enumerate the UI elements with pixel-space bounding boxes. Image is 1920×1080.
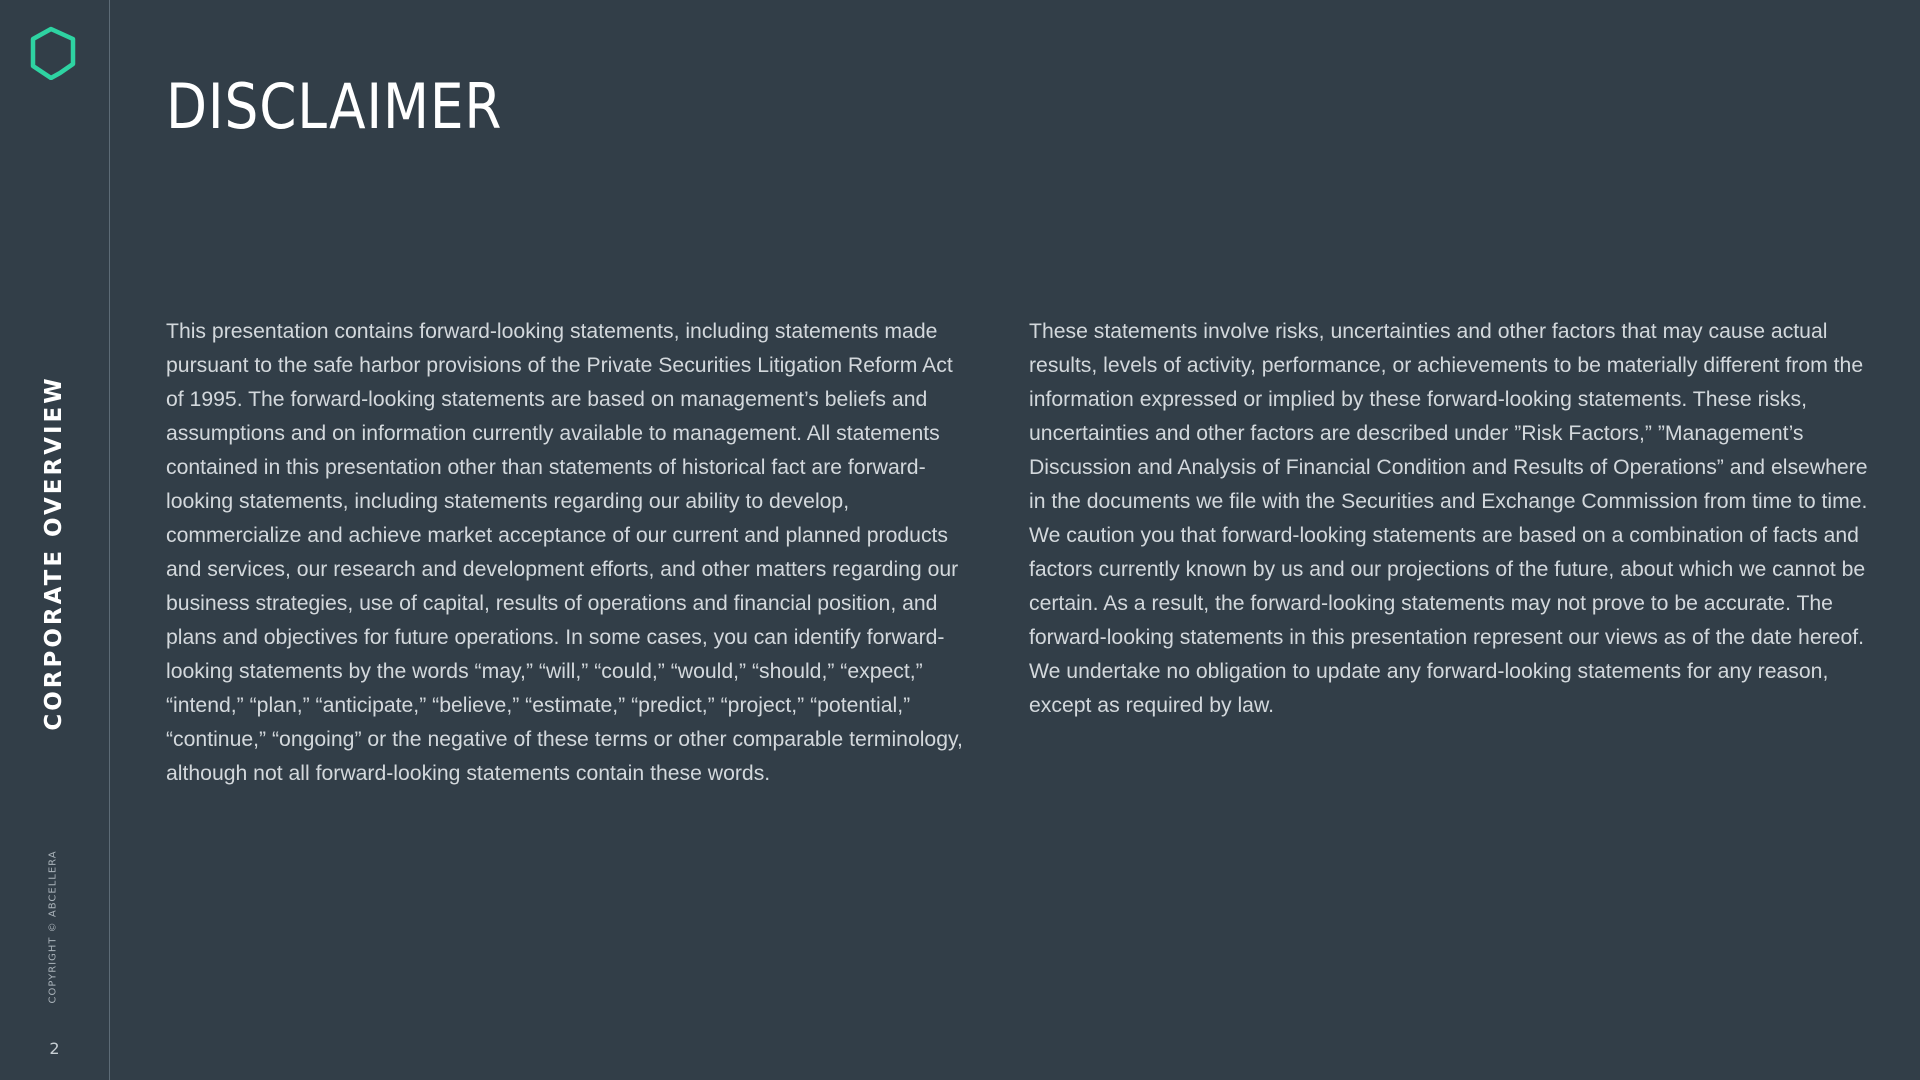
disclaimer-paragraph-right: These statements involve risks, uncertainties and other factors that may cause actual results, levels of activity, performance, or achievements to be materially different from the information expressed or implied by these forward-looking statements. These risks, uncertainties and other factors are described under ”Risk Factors,” ”Management’s Discussion and Analysis of Financial Condition and Results of Operations” and elsewhere in the documents we file with the Securities and Exchange Commission from time to time. We caution you that forward-looking statements are based on a combination of facts and factors currently known by us and our projections of the future, about which we cannot be certain. As a result, the forward-looking statements may not prove to be accurate. The forward-looking statements in this presentation represent our views as of the date hereof. We undertake no obligation to update any forward-looking statements for any reason, except as required by law.: [1029, 320, 1868, 717]
page-title: DISCLAIMER: [166, 70, 503, 143]
copyright-text: COPYRIGHT © ABCELLERA: [47, 850, 59, 1004]
page-number: 2: [49, 1039, 60, 1058]
disclaimer-paragraph-left: This presentation contains forward-looking statements, including statements made pursuant to the safe harbor provisions of the Private Securities Litigation Reform Act of 1995. The forward-looking statements are based on management’s beliefs and assumptions and on information currently available to management. All statements contained in this presentation other than statements of historical fact are forward-looking statements, including statements regarding our ability to develop, commercialize and achieve market acceptance of our current and planned products and services, our research and development efforts, and other matters regarding our business strategies, use of capital, results of operations and financial position, and plans and objectives for future operations. In some cases, you can identify forward-looking statements by the words “may,” “will,” “could,” “would,” “should,” “expect,” “intend,” “plan,” “anticipate,” “believe,” “estimate,” “predict,” “project,” “potential,” “continue,” “ongoing” or the negative of these terms or other comparable terminology, although not all forward-looking statements contain these words.: [166, 320, 963, 785]
hexagon-logo-icon: [28, 26, 78, 80]
section-label: CORPORATE OVERVIEW: [41, 375, 67, 731]
sidebar: [0, 0, 110, 1080]
